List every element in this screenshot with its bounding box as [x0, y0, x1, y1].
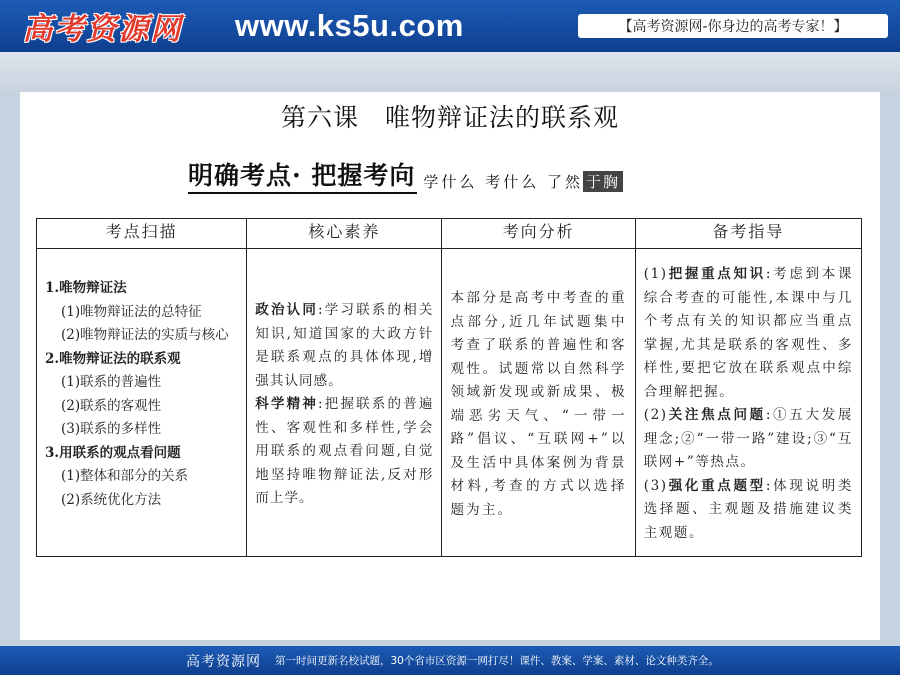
footer-bar	[0, 646, 900, 675]
point-heading: 1.唯物辩证法	[45, 280, 127, 296]
header-slogan: 【高考资源网-你身边的高考专家！】	[578, 14, 888, 38]
guide-text: :体现说明类选择题、主观题及措施建议类主观题。	[643, 477, 853, 541]
analysis-text: 本部分是高考中考查的重点部分,近几年试题集中考查了联系的普遍性和客观性。试题常以自然科学领域新发现或新成果、极端恶劣天气、“一带一路”倡议、“互联网+”以及生活中具体案例为背景材料,考查的方式以选择题为主。	[450, 290, 627, 518]
section-title: 明确考点· 把握考向	[188, 161, 417, 194]
point-item: (2)唯物辩证法的实质与核心	[61, 327, 229, 343]
literacy-text: :把握联系的普遍性、客观性和多样性,学会用联系的观点看问题,自觉地坚持唯物辩证法,反对形而上学。	[255, 396, 434, 506]
guide-label: 把握重点知识	[667, 266, 766, 282]
header-exam-analysis: 考向分析	[442, 219, 635, 249]
guide-label: 关注焦点问题	[667, 407, 766, 423]
literacy-paragraph	[255, 299, 433, 393]
guide-number: (3)	[643, 477, 668, 494]
guide-paragraph	[644, 263, 853, 404]
slide-content	[20, 92, 880, 640]
site-url-link[interactable]: www.ks5u.com	[235, 8, 464, 43]
guide-paragraph	[644, 475, 853, 546]
exam-guide-table	[36, 218, 862, 557]
point-item: (2)系统优化方法	[61, 491, 162, 508]
table-header-row	[37, 219, 862, 249]
header-prep-guide: 备考指导	[635, 219, 861, 249]
point-heading: 2.唯物辩证法的联系观	[45, 350, 181, 367]
header-band	[0, 52, 900, 94]
header-core-literacy: 核心素养	[247, 219, 442, 249]
guide-label: 强化重点题型	[667, 477, 766, 494]
cell-prep-guide	[635, 249, 861, 557]
point-item: (1)唯物辩证法的总特征	[61, 303, 202, 320]
guide-text: :①五大发展理念;②“一带一路”建设;③“互联网+”等热点。	[643, 407, 853, 470]
cell-exam-points	[37, 249, 247, 557]
point-item: (1)整体和部分的关系	[61, 468, 189, 484]
section-subtitle: 学什么 考什么 了然	[423, 173, 583, 191]
literacy-text: :学习联系的相关知识,知道国家的大政方针是联系观点的具体体现,增强其认同感。	[255, 302, 434, 389]
literacy-label: 政治认同	[255, 302, 319, 318]
lesson-title: 第六课 唯物辩证法的联系观	[280, 103, 619, 132]
header-bar	[0, 0, 900, 52]
literacy-label: 科学精神	[255, 396, 319, 412]
cell-exam-analysis	[442, 249, 635, 557]
point-heading: 3.用联系的观点看问题	[45, 444, 181, 461]
footer-text: 第一时间更新名校试题，30个省市区资源一网打尽！课件、教案、学案、素材、论文种类齐全。	[275, 655, 719, 667]
site-logo[interactable]: 高考资源网	[22, 12, 183, 47]
cell-core-literacy	[247, 249, 442, 557]
header-exam-points: 考点扫描	[37, 219, 247, 249]
section-tag: 于胸	[583, 171, 623, 192]
guide-number: (2)	[643, 407, 668, 423]
guide-text: :考虑到本课综合考查的可能性,本课中与几个考点有关的知识都应当重点掌握,尤其是联系的客观性、多样性,要把它放在联系观点中综合理解把握。	[643, 266, 853, 400]
guide-paragraph	[644, 404, 853, 475]
section-heading	[188, 162, 623, 194]
guide-number: (1)	[643, 266, 668, 282]
footer-logo[interactable]: 高考资源网	[186, 653, 261, 670]
point-item: (3)联系的多样性	[61, 421, 162, 437]
point-item: (2)联系的客观性	[61, 397, 162, 414]
table-row	[37, 249, 862, 557]
literacy-paragraph	[255, 393, 433, 511]
point-item: (1)联系的普遍性	[61, 374, 162, 390]
